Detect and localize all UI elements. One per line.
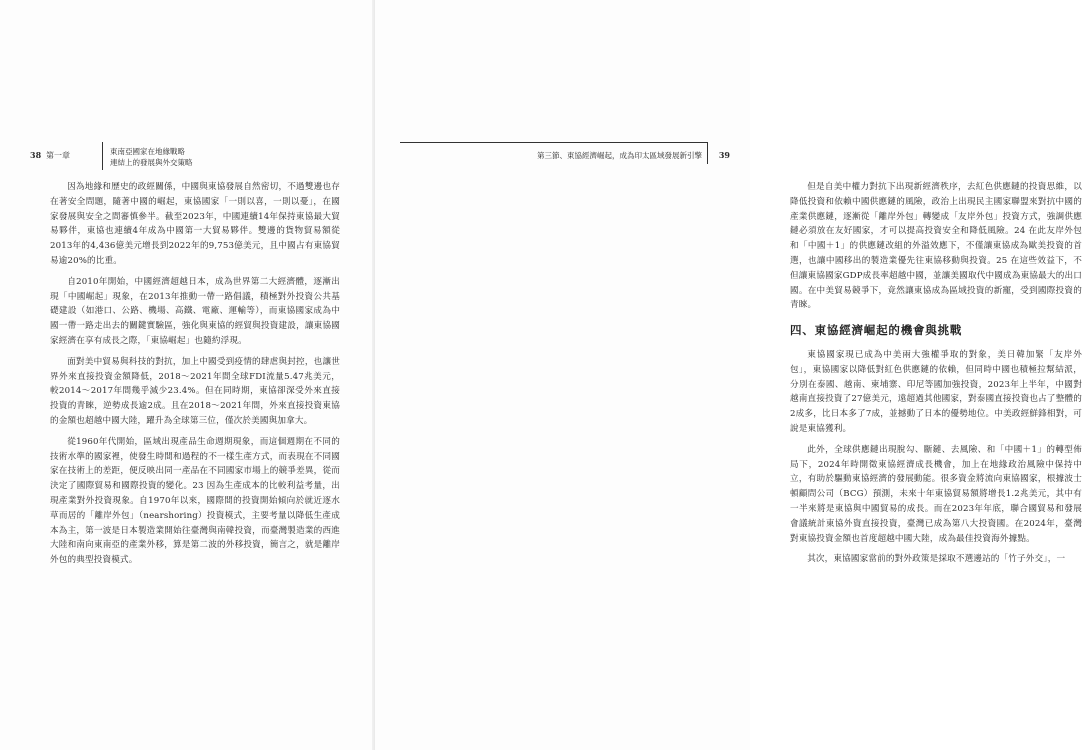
right-body-text: [790, 180, 1082, 573]
left-running-header: [30, 142, 360, 172]
left-page: [0, 0, 375, 750]
header-rule: [400, 142, 708, 143]
paragraph: 但是自美中權力對抗下出現新經濟秩序，去紅色供應鏈的投資思維，以降低投資和依賴中國供應鏈的風險，政治上出現民主國家聯盟來對抗中國的產業供應鏈，逐漸從「離岸外包」轉變成「友岸外包」投資方式，強調供應鏈必須放在友好國家，才可以提高投資安全和降低風險。24 在此友岸外包和「中國＋1」的供應鏈改組的外溢效應下，不僅讓東協成為歐美投資的首選，也讓中國移出的製造業優先往東協移動與投資。25 在這些效益下，不但讓東協國家GDP成長率超越中國，並讓美國取代中國成為東協最大的出口國。在中美貿易競爭下，竟然讓東協成為區域投資的新寵，受到國際投資的青睞。: [790, 182, 1082, 311]
left-body-text: [50, 180, 340, 574]
left-page-number: 38: [30, 150, 42, 160]
left-header-title: [110, 146, 193, 168]
left-header-title-line2: 連結上的發展與外交策略: [110, 158, 193, 167]
right-page: [375, 0, 1082, 750]
section-heading: 四、東協經濟崛起的機會與挑戰: [790, 323, 963, 338]
paragraph: 此外，全球供應鏈出現脫勾、斷鏈、去風險、和「中國＋1」的轉型佈局下，2024年時開徵東協經濟成長機會，加上在地緣政治風險中保持中立，有助於驅動東協經濟的發展動能。很多資金將流向東協國家，根據波士頓顧問公司（BCG）預測，未來十年東協貿易額將增長1.2兆美元，其中有一半來將是東協與中國貿易的成長。而在2023年年底，聯合國貿易和發展會議統計東協外資直接投資，臺灣已成為第八大投資國。在2024年，臺灣對東協投資金額也首度超越中國大陸，成為最佳投資海外據點。: [790, 444, 1082, 544]
right-header-title: 第三節、東協經濟崛起，成為印太區域發展新引擎: [537, 151, 702, 160]
header-divider: [707, 142, 708, 164]
paragraph: 自2010年開始，中國經濟超越日本，成為世界第二大經濟體，逐漸出現「中國崛起」現象，在2013年推動一帶一路倡議，積極對外投資公共基礎建設（如港口、公路、機場、高鐵、電廠、運輸等），而東協國家成為中國一帶一路走出去的關鍵實驗區，強化與東協的經貿與投資建設，讓東協國家經濟在享有成長之際，「東協崛起」也隨約浮現。: [50, 276, 340, 346]
paragraph: 東協國家現已成為中美兩大強權爭取的對象，美日韓加緊「友岸外包」，東協國家以降低對紅色供應鏈的依賴，但同時中國也積極拉幫結派，分別在泰國、越南、柬埔寨、印尼等國加強投資，2023年上半年，中國對越南直接投資了27億美元，遠超過其他國家，對泰國直接投資也占了整體的2成多，比日本多了7成，並撼動了日本的優勢地位。中美政經鮮鋒相對，可說是東協獲利。: [790, 349, 1082, 434]
paragraph: 面對美中貿易與科技的對抗，加上中國受到疫情的肆虐與封控，也讓世界外來直接投資金額降低，2018～2021年間全球FDI流量5.47兆美元，較2014～2017年間幾乎減少23.4%。但在同時期，東協卻深受外來直接投資的青睞，逆勢成長逾2成。且在2018～2021年間，外來直接投資東協的金額也超越中國大陸，躍升為全球第三位，僅次於美國與加拿大。: [50, 356, 340, 426]
right-page-number: 39: [718, 150, 730, 160]
paragraph: 從1960年代開始，區域出現產品生命週期現象，而這個週期在不同的技術水準的國家裡，使發生時間和過程的不一樣生產方式，而表現在不同國家在技術上的差距，便反映出同一產品在不同國家市場上的競爭差異，從而決定了國際貿易和國際投資的變化。23 因為生產成本的比較利益考量，出現產業對外投資現象。自1970年以來，國際間的投資開始傾向於就近逐水草而居的「離岸外包」（nearshoring）投資模式，主要考量以降低生產成本為主，第一波是日本製造業開始往臺灣與南韓投資，而臺灣製造業的西進大陸和南向東南亞的產業外移，算是第二波的外移投資，簡言之，就是離岸外包的典型投資模式。: [50, 436, 340, 566]
right-running-header: [400, 142, 730, 172]
left-header-title-line1: 東南亞國家在地緣戰略: [110, 147, 185, 156]
paragraph: 因為地緣和歷史的政經關係，中國與東協發展自然密切，不過雙邊也存在著安全問題，隨著中國的崛起，東協國家「一則以喜，一則以憂」，在國家發展與安全之間審慎參半。截至2023年，中國連續14年保持東協最大貿易夥伴，東協也連續4年成為中國第一大貿易夥伴。雙邊的貨物貿易額從2013年的4,436億美元增長到2022年的9,753億美元，且中國占有東協貿易逾20%的比重。: [50, 182, 340, 266]
paragraph: 其次，東協國家當前的對外政策是採取不選邊站的「竹子外交」，一: [807, 554, 1066, 565]
chapter-label: 第一章: [46, 151, 70, 160]
header-divider: [102, 142, 103, 170]
